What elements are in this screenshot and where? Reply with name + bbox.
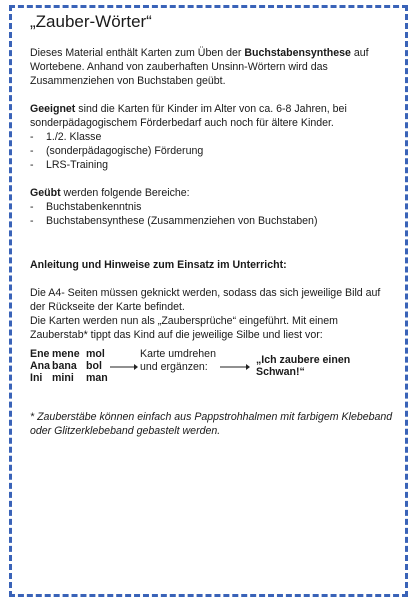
suited-paragraph: Geeignet sind die Karten für Kinder im Alter von ca. 6-8 Jahren, bei sonderpädagogischem Förderbedarf auch noch für ältere Kinder.: [30, 103, 347, 129]
practiced-paragraph: Geübt werden folgende Bereiche:: [30, 187, 190, 199]
list-item: - LRS-Training: [30, 158, 394, 172]
list-item: - (sonderpädagogische) Förderung: [30, 144, 394, 158]
syllable: man: [86, 372, 108, 384]
list-item: - 1./2. Klasse: [30, 130, 394, 144]
page-title: „Zauber-Wörter“: [30, 12, 152, 31]
practiced-list: [30, 200, 394, 228]
example-flow: [30, 348, 394, 388]
content: [30, 12, 394, 438]
syllable: Ini: [30, 372, 43, 384]
syllable: mol: [86, 348, 105, 360]
arrow-right-icon: [220, 362, 250, 372]
syllable: bana: [52, 360, 77, 372]
footnote: * Zauberstäbe können einfach aus Pappstrohhalmen mit farbigem Klebeband oder Glitzerklebeband gebastelt werden.: [30, 411, 393, 437]
instructions-paragraph-1: Die A4- Seiten müssen geknickt werden, sodass das sich jeweilige Bild auf der Rückseite der Karte befindet.: [30, 287, 381, 313]
syllable: Ene: [30, 348, 50, 360]
arrow-right-icon: [110, 362, 138, 372]
syllable: mene: [52, 348, 80, 360]
syllable: mini: [52, 372, 74, 384]
suited-list: [30, 130, 394, 172]
list-item: - Buchstabenkenntnis: [30, 200, 394, 214]
syllable: Ana: [30, 360, 51, 372]
intro-paragraph: Dieses Material enthält Karten zum Üben der Buchstabensynthese auf Wortebene. Anhand von zauberhaften Unsinn-Wörtern wird das Zusammenziehen von Buchstaben geübt.: [30, 47, 369, 87]
instructions-paragraph-2: Die Karten werden nun als „Zaubersprüche“ eingeführt. Mit einem Zauberstab* tippt das Kind auf die jeweilige Silbe und liest vor:: [30, 315, 338, 341]
result-sentence: „Ich zaubere einen Schwan!“: [256, 354, 351, 378]
syllable-grid: [30, 348, 108, 384]
instructions-heading: Anleitung und Hinweise zum Einsatz im Unterricht:: [30, 259, 287, 271]
list-item: - Buchstabensynthese (Zusammenziehen von Buchstaben): [30, 214, 394, 228]
flip-instruction: Karte umdrehen und ergänzen:: [140, 348, 216, 373]
syllable: bol: [86, 360, 102, 372]
